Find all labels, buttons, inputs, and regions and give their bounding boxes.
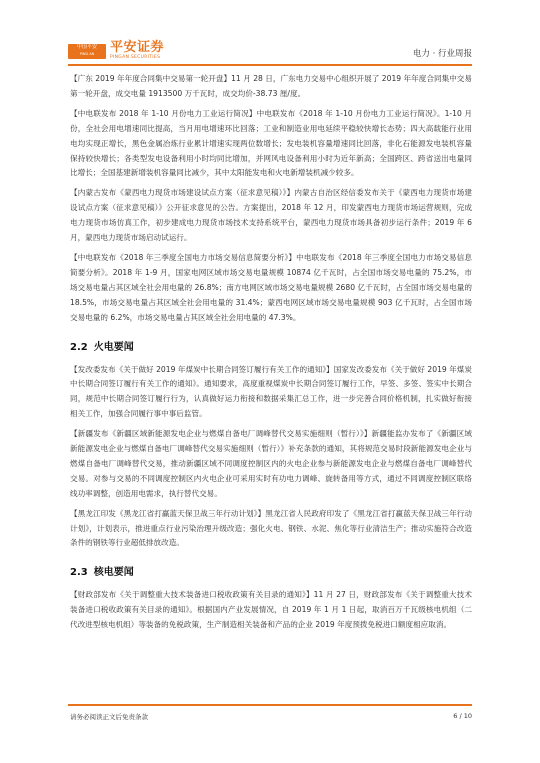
section-title: 核电要闻 [93, 567, 134, 579]
section-heading-thermal [70, 338, 472, 353]
header-divider [68, 64, 472, 66]
brand-name-en: PINGAN SECURITIES [110, 55, 161, 60]
page-footer [0, 700, 540, 740]
news-paragraph: 【发改委发布《关于做好 2019 年煤炭中长期合同签订履行有关工作的通知》】国家发改委发布《关于做好 2019 年煤炭中长期合同签订履行有关工作的通知》。通知要求，高度重视煤炭中长期合同签订履行工作，早签、多签、签实中长期合同，规范中长期合同签订履行行为，认真做好运力衔接和数据采集汇总工作，进一步完善合同价格机制，扎实做好衔接相关工作，加强合同履行事中事后监管。 [70, 364, 472, 419]
report-category: 电力 · 行业周报 [412, 49, 472, 59]
footer-divider [68, 704, 472, 706]
news-paragraph: 【财政部发布《关于调整重大技术装备进口税收政策有关目录的通知》】11 月 27 日，财政部发布《关于调整重大技术装备进口税收政策有关目录的通知》。根据国内产业发展情况，自 2019 年 1 月 1 日起，取消百万千瓦级核电机组（二代改进型核电机组）等装备的免税政策，生产制造相关装备和产品的企业 2019 年度预拨免税进口额度相应取消。 [70, 590, 472, 630]
logo-badge-line2: PING AN [79, 52, 95, 56]
logo-badge-line1: 中国平安 [76, 44, 97, 50]
news-paragraph: 【新疆发布《新疆区域新能源发电企业与燃煤自备电厂调峰替代交易实施细则（暂行）》】新疆能监办发布了《新疆区域新能源发电企业与燃煤自备电厂调峰替代交易实施细则（暂行）》补充条款的通知，其将规范交易时段新能源发电企业与燃煤自备电厂调峰替代交易，推动新疆区域不同调度控制区内的火电企业参与新能源发电企业与燃煤自备电厂调峰替代交易。对参与交易的不同调度控制区内火电企业可采用实时有功电力调峰、旋转备用等方式，通过不同调度控制区联络线功率调整，创造用电需求，执行替代交易。 [70, 429, 472, 498]
page-number: 6 / 10 [453, 712, 472, 720]
news-paragraph: 【黑龙江印发《黑龙江省打赢蓝天保卫战三年行动计划》】黑龙江省人民政府印发了《黑龙江省打赢蓝天保卫战三年行动计划》，计划表示，推进重点行业污染治理升级改造；强化火电、钢铁、水泥、焦化等行业清洁生产；推动实施符合改造条件的钢铁等行业超低排放改造。 [70, 508, 472, 548]
brand-logo [110, 41, 164, 61]
pingan-logo-badge [68, 44, 106, 59]
section-number: 2.3 [70, 567, 88, 579]
news-paragraph: 【中电联发布 2018 年 1-10 月份电力工业运行简况】中电联发布《2018 年 1-10 月份电力工业运行简况》。1-10 月份，全社会用电增速同比提高，当月用电增速环比回落；工业和制造业用电延续平稳较快增长态势；四大高载能行业用电均实现正增长，黑色金属冶炼行业累计增速实现两位数增长；发电装机容量增速同比回落，非化石能源发电装机容量保持较快增长；各类型发电设备利用小时均同比增加，并网风电设备利用小时为近年新高；全国跨区、跨省送出电量同比增长；全国基建新增装机容量同比减少，其中太阳能发电和火电新增装机减少较多。 [70, 108, 472, 178]
news-paragraph: 【内蒙古发布《蒙西电力现货市场建设试点方案（征求意见稿）》】内蒙古自治区经信委发布关于《蒙西电力现货市场建设试点方案（征求意见稿）》公开征求意见的公告。方案提出，2018 年 12 月，印发蒙西电力现货市场运营规则，完成电力现货市场仿真工作，初步建成电力现货市场技术支持系统平台，蒙西电力现货市场具备初步运行条件；2019 年 6 月，蒙西电力现货市场启动试运行。 [70, 188, 472, 243]
page-header [0, 0, 540, 70]
disclaimer-note: 请务必阅读正文后免责条款 [70, 713, 148, 721]
news-paragraph: 【广东 2019 年年度合同集中交易第一轮开盘】11 月 28 日，广东电力交易中心组织开展了 2019 年年度合同集中交易第一轮开盘，成交电量 1913500 万千瓦时，成交均价-38.73 厘/度。 [70, 74, 472, 98]
news-paragraph: 【中电联发布《2018 年三季度全国电力市场交易信息简要分析》】中电联发布《2018 年三季度全国电力市场交易信息简要分析》。2018 年 1-9 月，国家电网区域市场交易电量规模 10874 亿千瓦时，占全国市场交易电量的 75.2%，市场交易电量占其区域全社会用电量的 26.8%；南方电网区域市场交易电量规模 2680 亿千瓦时，占全国市场交易电量的 18.5%，市场交易电量占其区域全社会用电量的 31.4%；蒙西电网区域市场交易电量规模 903 亿千瓦时，占全国市场交易电量的 6.2%，市场交易电量占其区域全社会用电量的 47.3%。 [70, 252, 472, 322]
report-body [70, 72, 472, 638]
section-heading-nuclear [70, 563, 472, 578]
section-number: 2.2 [70, 341, 88, 353]
brand-name-cn: 平安证券 [110, 40, 165, 55]
section-title: 火电要闻 [93, 341, 134, 353]
